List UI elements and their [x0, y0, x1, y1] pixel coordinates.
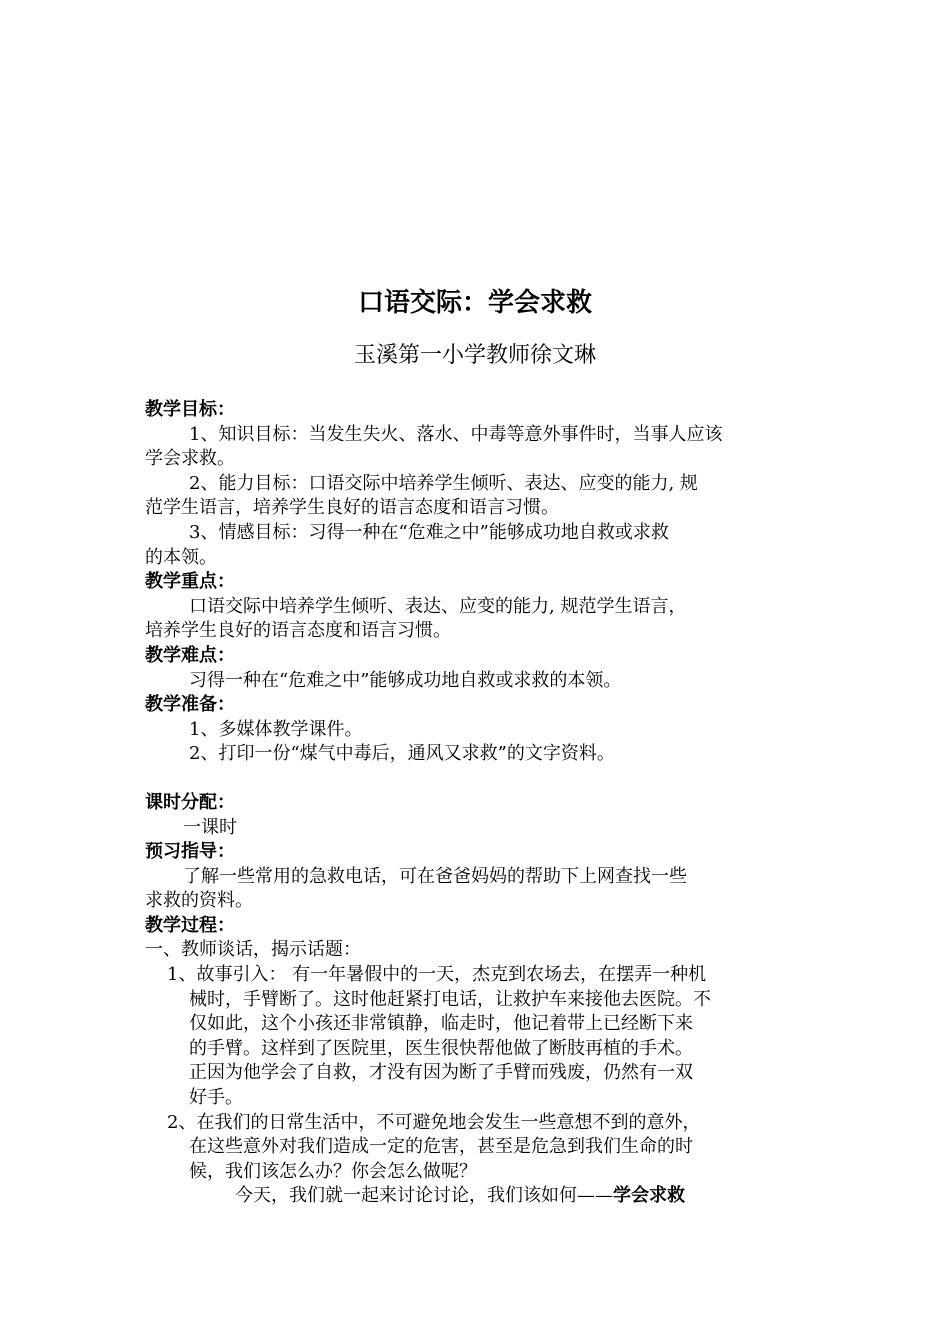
- goal-3-line-2: 的本领。: [145, 546, 217, 568]
- preview-line-1: 了解一些常用的急救电话，可在爸爸妈妈的帮助下上网查找一些: [183, 865, 687, 887]
- schedule-line-1: 一课时: [183, 816, 237, 838]
- daily-line-3: 候，我们该怎么办？你会怎么做呢？: [189, 1160, 477, 1182]
- preview-line-2: 求救的资料。: [145, 890, 253, 912]
- story-line-3: 仅如此，这个小孩还非常镇静，临走时，他记着带上已经断下来: [189, 1013, 693, 1035]
- document-title: 口语交际：学会求救: [357, 288, 592, 318]
- goal-3-line-1: 3、情感目标：习得一种在“危难之中”能够成功地自救或求救: [189, 521, 669, 543]
- difficulties-heading: 教学难点：: [145, 644, 235, 666]
- goals-heading: 教学目标：: [145, 399, 235, 420]
- today-emphasis: 学会求救: [613, 1185, 685, 1207]
- difficulties-line-1: 习得一种在“危难之中”能够成功地自救或求救的本领。: [189, 669, 622, 691]
- story-line-6: 好手。: [189, 1087, 243, 1109]
- preparation-item-2: 2、打印一份“煤气中毒后，通风又求救”的文字资料。: [189, 743, 615, 765]
- preview-heading: 预习指导：: [145, 841, 235, 863]
- schedule-heading: 课时分配：: [145, 791, 235, 813]
- daily-line-2: 在这些意外对我们造成一定的危害，甚至是危急到我们生命的时: [189, 1136, 693, 1158]
- story-line-2: 械时，手臂断了。这时他赶紧打电话，让救护车来接他去医院。不: [189, 988, 711, 1010]
- document-author: 玉溪第一小学教师徐文琳: [353, 343, 596, 368]
- process-heading: 教学过程：: [145, 914, 235, 936]
- key-points-line-2: 培养学生良好的语言态度和语言习惯。: [145, 620, 451, 642]
- key-points-heading: 教学重点：: [145, 571, 235, 593]
- story-line-1: 1、故事引入： 有一年暑假中的一天，杰克到农场去，在摆弄一种机: [167, 964, 707, 986]
- goal-2-line-1: 2、能力目标：口语交际中培养学生倾听、表达、应变的能力, 规: [189, 472, 698, 494]
- key-points-line-1: 口语交际中培养学生倾听、表达、应变的能力, 规范学生语言，: [189, 595, 687, 617]
- today-line: [145, 1184, 810, 1209]
- today-text: 今天，我们就一起来讨论讨论，我们该如何——: [235, 1185, 613, 1207]
- preparation-item-1: 1、多媒体教学课件。: [189, 718, 363, 740]
- preparation-heading: 教学准备：: [145, 694, 235, 716]
- daily-line-1: 2、在我们的日常生活中，不可避免地会发生一些意想不到的意外，: [167, 1111, 701, 1133]
- goal-1-line-1: 1、知识目标：当发生失火、落水、中毒等意外事件时，当事人应该: [189, 423, 723, 445]
- goal-2-line-2: 范学生语言，培养学生良好的语言态度和语言习惯。: [145, 497, 559, 519]
- story-line-4: 的手臂。这样到了医院里，医生很快帮他做了断肢再植的手术。: [189, 1037, 693, 1059]
- story-line-5: 正因为他学会了自救，才没有因为断了手臂而残废，仍然有一双: [189, 1062, 693, 1084]
- goal-1-line-2: 学会求救。: [145, 448, 235, 470]
- process-step-1: 一、教师谈话，揭示话题：: [145, 939, 361, 961]
- document-body: [145, 398, 810, 1209]
